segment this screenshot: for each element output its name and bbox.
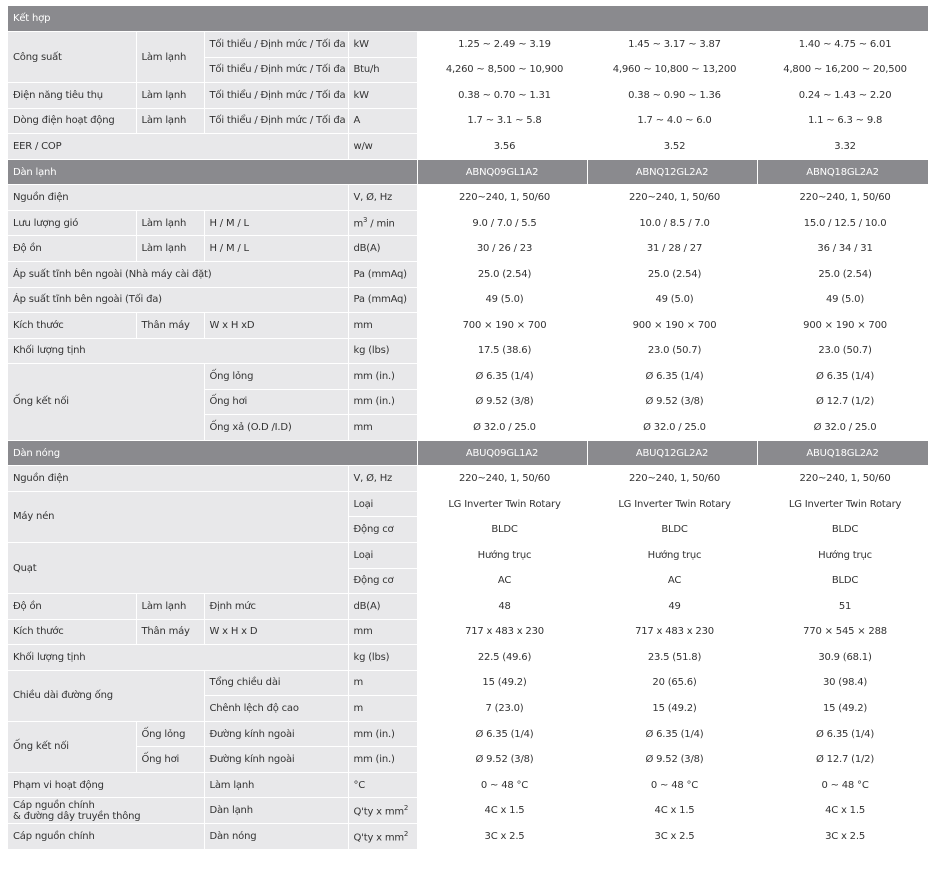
- row-mode: Thân máy: [136, 619, 204, 645]
- value-cell: 49: [587, 594, 757, 620]
- row-spec: Tối thiểu / Định mức / Tối đa: [204, 83, 348, 109]
- value-cell: 49 (5.0): [757, 287, 928, 313]
- value-cell: Ø 9.52 (3/8): [417, 747, 587, 773]
- row-mode: Làm lạnh: [136, 83, 204, 109]
- row-unit: mm (in.): [348, 721, 417, 747]
- value-cell: 4C x 1.5: [757, 798, 928, 824]
- value-cell: Ø 12.7 (1/2): [757, 389, 928, 415]
- row-unit: [348, 824, 417, 850]
- value-cell: 4C x 1.5: [587, 798, 757, 824]
- value-cell: 1.7 ~ 4.0 ~ 6.0: [587, 108, 757, 134]
- value-cell: 10.0 / 8.5 / 7.0: [587, 210, 757, 236]
- model-name: ABUQ12GL2A2: [587, 440, 757, 466]
- value-cell: 0.38 ~ 0.90 ~ 1.36: [587, 83, 757, 109]
- table-row: [8, 83, 928, 109]
- value-cell: 220~240, 1, 50/60: [417, 466, 587, 492]
- row-unit: mm (in.): [348, 389, 417, 415]
- table-row: [8, 824, 928, 850]
- value-cell: 30 (98.4): [757, 670, 928, 696]
- model-name: ABNQ12GL2A2: [587, 159, 757, 185]
- row-unit: m: [348, 696, 417, 722]
- value-cell: 23.0 (50.7): [587, 338, 757, 364]
- value-cell: 3.52: [587, 134, 757, 160]
- table-row: [8, 542, 928, 568]
- value-cell: Hướng trục: [757, 542, 928, 568]
- value-cell: 15.0 / 12.5 / 10.0: [757, 210, 928, 236]
- value-cell: 15 (49.2): [587, 696, 757, 722]
- row-spec: Ống hơi: [204, 389, 348, 415]
- value-cell: 36 / 34 / 31: [757, 236, 928, 262]
- table-row: [8, 287, 928, 313]
- value-cell: 48: [417, 594, 587, 620]
- value-cell: 770 × 545 × 288: [757, 619, 928, 645]
- value-cell: 3.32: [757, 134, 928, 160]
- row-mode: Làm lạnh: [136, 108, 204, 134]
- row-label: Áp suất tĩnh bên ngoài (Nhà máy cài đặt): [8, 261, 348, 287]
- table-row: [8, 594, 928, 620]
- row-mode: Làm lạnh: [136, 32, 204, 83]
- value-cell: 220~240, 1, 50/60: [417, 185, 587, 211]
- row-mode: Làm lạnh: [136, 210, 204, 236]
- row-unit: mm: [348, 313, 417, 339]
- value-cell: 0.38 ~ 0.70 ~ 1.31: [417, 83, 587, 109]
- unit-superscript: 3: [363, 216, 368, 225]
- row-spec: Chênh lệch độ cao: [204, 696, 348, 722]
- row-spec: Tối thiểu / Định mức / Tối đa: [204, 57, 348, 83]
- table-row: [8, 338, 928, 364]
- value-cell: 23.5 (51.8): [587, 645, 757, 671]
- value-cell: 4C x 1.5: [417, 798, 587, 824]
- value-cell: 0 ~ 48 °C: [757, 772, 928, 798]
- table-row: [8, 645, 928, 671]
- row-mode: Thân máy: [136, 313, 204, 339]
- value-cell: 49 (5.0): [587, 287, 757, 313]
- row-label: Kích thước: [8, 619, 136, 645]
- value-cell: BLDC: [417, 517, 587, 543]
- value-cell: 1.45 ~ 3.17 ~ 3.87: [587, 32, 757, 58]
- value-cell: 15 (49.2): [757, 696, 928, 722]
- row-spec: Đường kính ngoài: [204, 747, 348, 773]
- row-unit: dB(A): [348, 594, 417, 620]
- value-cell: 51: [757, 594, 928, 620]
- value-cell: 1.7 ~ 3.1 ~ 5.8: [417, 108, 587, 134]
- value-cell: Ø 6.35 (1/4): [587, 721, 757, 747]
- value-cell: Ø 32.0 / 25.0: [757, 415, 928, 441]
- value-cell: 49 (5.0): [417, 287, 587, 313]
- row-unit: Động cơ: [348, 517, 417, 543]
- table-row: [8, 32, 928, 58]
- model-name: ABNQ18GL2A2: [757, 159, 928, 185]
- model-name: ABUQ18GL2A2: [757, 440, 928, 466]
- model-name: ABUQ09GL1A2: [417, 440, 587, 466]
- row-label: Máy nén: [8, 491, 348, 542]
- row-spec: Dàn lạnh: [204, 798, 348, 824]
- value-cell: Ø 6.35 (1/4): [757, 364, 928, 390]
- table-row: [8, 670, 928, 696]
- row-unit: mm (in.): [348, 364, 417, 390]
- row-mode: Làm lạnh: [136, 236, 204, 262]
- value-cell: 220~240, 1, 50/60: [757, 185, 928, 211]
- row-spec: W x H xD: [204, 313, 348, 339]
- value-cell: BLDC: [757, 517, 928, 543]
- label-line: & đường dây truyền thông: [13, 810, 141, 822]
- row-label: Phạm vi hoạt động: [8, 772, 204, 798]
- value-cell: 3C x 2.5: [587, 824, 757, 850]
- row-spec: Ống lỏng: [204, 364, 348, 390]
- value-cell: 4,260 ~ 8,500 ~ 10,900: [417, 57, 587, 83]
- value-cell: Hướng trục: [417, 542, 587, 568]
- value-cell: 25.0 (2.54): [587, 261, 757, 287]
- table-row: [8, 772, 928, 798]
- spec-sheet: [8, 6, 928, 850]
- row-unit: kW: [348, 32, 417, 58]
- row-label: EER / COP: [8, 134, 348, 160]
- row-unit: w/w: [348, 134, 417, 160]
- row-unit: Pa (mmAq): [348, 287, 417, 313]
- value-cell: 25.0 (2.54): [417, 261, 587, 287]
- value-cell: 3.56: [417, 134, 587, 160]
- value-cell: AC: [587, 568, 757, 594]
- value-cell: Ø 32.0 / 25.0: [587, 415, 757, 441]
- row-unit: kW: [348, 83, 417, 109]
- row-spec: Tổng chiều dài: [204, 670, 348, 696]
- row-unit: Pa (mmAq): [348, 261, 417, 287]
- row-unit: mm: [348, 415, 417, 441]
- row-unit: mm (in.): [348, 747, 417, 773]
- row-spec: H / M / L: [204, 210, 348, 236]
- value-cell: 0 ~ 48 °C: [587, 772, 757, 798]
- table-row: [8, 721, 928, 747]
- value-cell: Ø 6.35 (1/4): [417, 364, 587, 390]
- value-cell: Ø 9.52 (3/8): [587, 389, 757, 415]
- value-cell: BLDC: [587, 517, 757, 543]
- row-unit: Loại: [348, 491, 417, 517]
- row-label: Ống kết nối: [8, 364, 204, 441]
- value-cell: LG Inverter Twin Rotary: [417, 491, 587, 517]
- row-mode: Ống lỏng: [136, 721, 204, 747]
- table-row: [8, 108, 928, 134]
- row-label: Nguồn điện: [8, 466, 348, 492]
- row-unit: dB(A): [348, 236, 417, 262]
- value-cell: 3C x 2.5: [417, 824, 587, 850]
- row-label: Khối lượng tịnh: [8, 645, 348, 671]
- value-cell: 3C x 2.5: [757, 824, 928, 850]
- value-cell: 0.24 ~ 1.43 ~ 2.20: [757, 83, 928, 109]
- table-row: [8, 364, 928, 390]
- table-row: [8, 261, 928, 287]
- row-label: Điện năng tiêu thụ: [8, 83, 136, 109]
- unit-base: Q'ty x mm: [353, 831, 404, 843]
- value-cell: 4,960 ~ 10,800 ~ 13,200: [587, 57, 757, 83]
- row-spec: H / M / L: [204, 236, 348, 262]
- value-cell: 717 x 483 x 230: [417, 619, 587, 645]
- row-unit: [348, 210, 417, 236]
- value-cell: BLDC: [757, 568, 928, 594]
- value-cell: 30 / 26 / 23: [417, 236, 587, 262]
- value-cell: Ø 6.35 (1/4): [587, 364, 757, 390]
- table-row: [8, 619, 928, 645]
- row-spec: Tối thiểu / Định mức / Tối đa: [204, 32, 348, 58]
- row-label: Nguồn điện: [8, 185, 348, 211]
- row-spec: Ống xả (O.D /I.D): [204, 415, 348, 441]
- row-unit: mm: [348, 619, 417, 645]
- model-name: ABNQ09GL1A2: [417, 159, 587, 185]
- value-cell: 1.25 ~ 2.49 ~ 3.19: [417, 32, 587, 58]
- table-row: [8, 747, 928, 773]
- value-cell: 23.0 (50.7): [757, 338, 928, 364]
- row-label: Áp suất tĩnh bên ngoài (Tối đa): [8, 287, 348, 313]
- row-unit: Động cơ: [348, 568, 417, 594]
- row-label: [8, 798, 204, 824]
- table-row: [8, 466, 928, 492]
- value-cell: 900 × 190 × 700: [757, 313, 928, 339]
- row-spec: Dàn nóng: [204, 824, 348, 850]
- unit-superscript: 2: [403, 804, 409, 813]
- value-cell: 900 × 190 × 700: [587, 313, 757, 339]
- value-cell: Ø 6.35 (1/4): [417, 721, 587, 747]
- section-header-indoor: [8, 159, 928, 185]
- row-label: Khối lượng tịnh: [8, 338, 348, 364]
- row-unit: V, Ø, Hz: [348, 466, 417, 492]
- row-label: Lưu lượng gió: [8, 210, 136, 236]
- value-cell: Hướng trục: [587, 542, 757, 568]
- row-unit: V, Ø, Hz: [348, 185, 417, 211]
- value-cell: 25.0 (2.54): [757, 261, 928, 287]
- value-cell: Ø 12.7 (1/2): [757, 747, 928, 773]
- table-row: [8, 313, 928, 339]
- row-unit: kg (lbs): [348, 338, 417, 364]
- row-unit: [348, 798, 417, 824]
- unit-base: m: [353, 218, 364, 230]
- row-spec: Tối thiểu / Định mức / Tối đa: [204, 108, 348, 134]
- row-mode: Ống hơi: [136, 747, 204, 773]
- row-label: Công suất: [8, 32, 136, 83]
- value-cell: 17.5 (38.6): [417, 338, 587, 364]
- value-cell: 1.40 ~ 4.75 ~ 6.01: [757, 32, 928, 58]
- row-label: Dòng điện hoạt động: [8, 108, 136, 134]
- section-header-outdoor: [8, 440, 928, 466]
- value-cell: 4,800 ~ 16,200 ~ 20,500: [757, 57, 928, 83]
- value-cell: Ø 9.52 (3/8): [417, 389, 587, 415]
- unit-superscript: 2: [403, 829, 409, 838]
- value-cell: 220~240, 1, 50/60: [587, 185, 757, 211]
- value-cell: 9.0 / 7.0 / 5.5: [417, 210, 587, 236]
- row-spec: W x H x D: [204, 619, 348, 645]
- value-cell: 220~240, 1, 50/60: [587, 466, 757, 492]
- table-row: [8, 134, 928, 160]
- row-spec: Đường kính ngoài: [204, 721, 348, 747]
- section-title: Dàn nóng: [8, 440, 417, 466]
- value-cell: 31 / 28 / 27: [587, 236, 757, 262]
- value-cell: 0 ~ 48 °C: [417, 772, 587, 798]
- row-spec: Định mức: [204, 594, 348, 620]
- value-cell: 20 (65.6): [587, 670, 757, 696]
- section-title: Kết hợp: [8, 6, 928, 32]
- row-unit: A: [348, 108, 417, 134]
- table-row: [8, 491, 928, 517]
- row-spec: Làm lạnh: [204, 772, 348, 798]
- row-label: Kích thước: [8, 313, 136, 339]
- value-cell: 7 (23.0): [417, 696, 587, 722]
- value-cell: LG Inverter Twin Rotary: [757, 491, 928, 517]
- label-line: Cáp nguồn chính: [13, 799, 95, 811]
- section-title: Dàn lạnh: [8, 159, 417, 185]
- value-cell: 15 (49.2): [417, 670, 587, 696]
- row-unit: Btu/h: [348, 57, 417, 83]
- value-cell: 1.1 ~ 6.3 ~ 9.8: [757, 108, 928, 134]
- table-row: [8, 210, 928, 236]
- value-cell: Ø 6.35 (1/4): [757, 721, 928, 747]
- value-cell: 22.5 (49.6): [417, 645, 587, 671]
- value-cell: AC: [417, 568, 587, 594]
- row-mode: Làm lạnh: [136, 594, 204, 620]
- row-label: Độ ồn: [8, 594, 136, 620]
- row-label: Cáp nguồn chính: [8, 824, 204, 850]
- row-label: Độ ồn: [8, 236, 136, 262]
- row-label: Ống kết nối: [8, 721, 136, 772]
- value-cell: Ø 9.52 (3/8): [587, 747, 757, 773]
- row-label: Chiều dài đường ống: [8, 670, 204, 721]
- unit-base: Q'ty x mm: [353, 806, 404, 818]
- unit-rest: / min: [367, 218, 395, 230]
- row-unit: °C: [348, 772, 417, 798]
- row-label: Quạt: [8, 542, 348, 593]
- section-header-combo: [8, 6, 928, 32]
- table-row: [8, 185, 928, 211]
- table-row: [8, 236, 928, 262]
- table-row: [8, 798, 928, 824]
- row-unit: Loại: [348, 542, 417, 568]
- value-cell: 220~240, 1, 50/60: [757, 466, 928, 492]
- spec-table: [8, 6, 929, 850]
- value-cell: 717 x 483 x 230: [587, 619, 757, 645]
- value-cell: 700 × 190 × 700: [417, 313, 587, 339]
- value-cell: 30.9 (68.1): [757, 645, 928, 671]
- row-unit: kg (lbs): [348, 645, 417, 671]
- value-cell: Ø 32.0 / 25.0: [417, 415, 587, 441]
- row-unit: m: [348, 670, 417, 696]
- value-cell: LG Inverter Twin Rotary: [587, 491, 757, 517]
